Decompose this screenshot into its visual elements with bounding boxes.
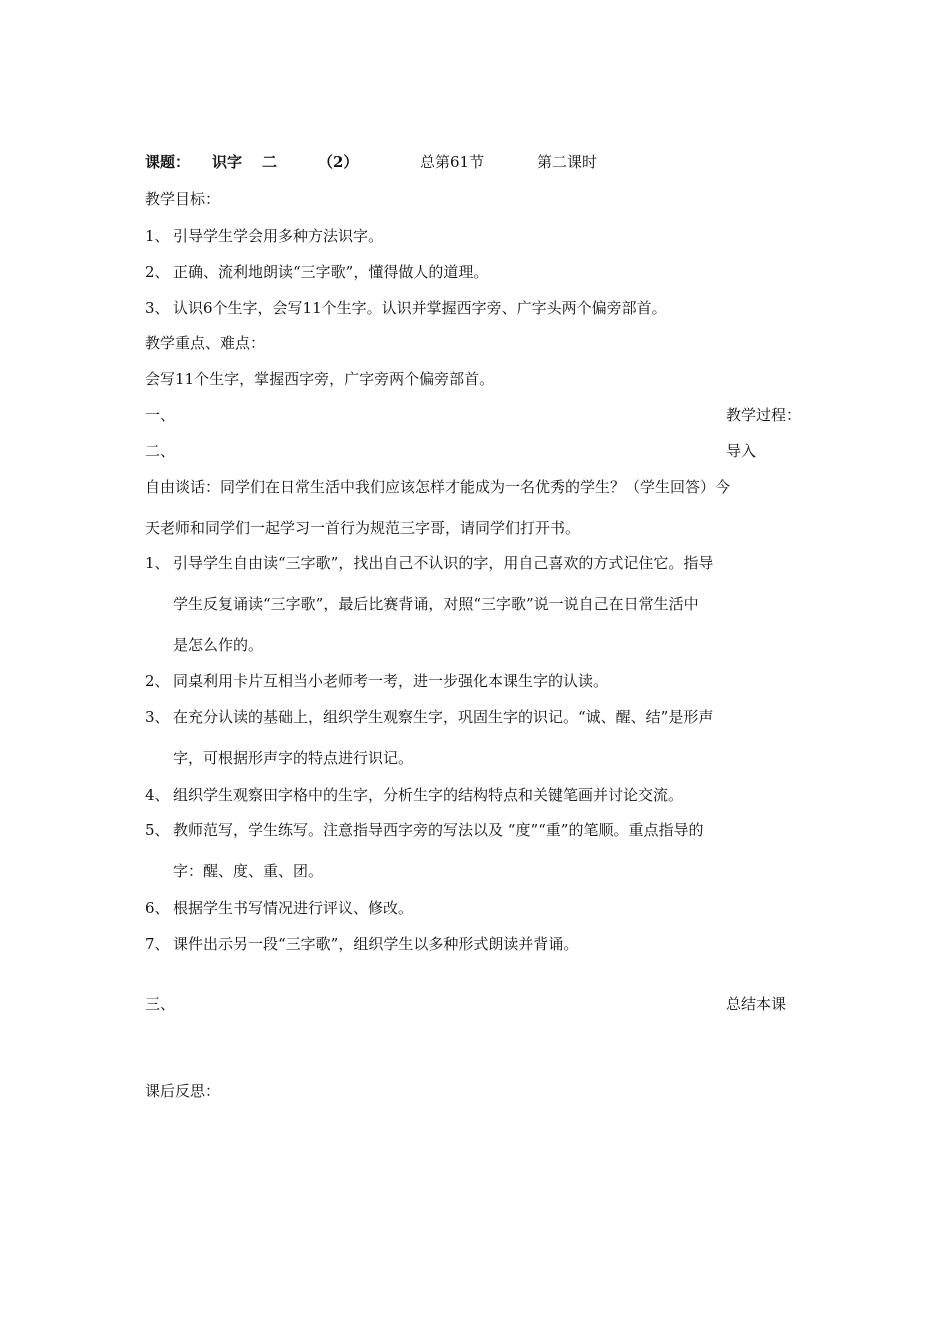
step-text: 引导学生自由读“三字歌”，找出自己不认识的字，用自己喜欢的方式记住它。指导	[173, 554, 714, 572]
section-three-title: 总结本课	[726, 995, 787, 1013]
header-period: 第二课时	[537, 153, 598, 171]
section-one-title: 教学过程：	[726, 406, 802, 424]
objective-number: 1、	[145, 227, 170, 245]
step-text: 在充分认读的基础上，组织学生观察生字，巩固生字的识记。“诚、醒、结”是形声	[173, 708, 714, 726]
section-one-number: 一、	[145, 406, 176, 424]
focus-text: 会写11个生字，掌握西字旁，广字旁两个偏旁部首。	[145, 370, 495, 388]
header-total-lesson: 总第61节	[420, 153, 485, 171]
objective-text: 引导学生学会用多种方法识字。	[173, 227, 384, 245]
step-number: 7、	[145, 935, 170, 953]
step-item	[145, 671, 608, 691]
step-item	[145, 820, 703, 840]
section-two-number: 二、	[145, 442, 176, 460]
step-number: 5、	[145, 821, 170, 839]
step-continuation: 字，可根据形声字的特点进行识记。	[173, 749, 414, 767]
focus-title: 教学重点、难点：	[145, 334, 266, 352]
objective-text: 正确、流利地朗读“三字歌”，懂得做人的道理。	[173, 263, 489, 281]
step-continuation: 是怎么作的。	[173, 636, 264, 654]
objectives-title: 教学目标：	[145, 190, 221, 208]
step-number: 1、	[145, 554, 170, 572]
objective-number: 3、	[145, 299, 170, 317]
reflection-title: 课后反思：	[145, 1082, 221, 1100]
step-text: 组织学生观察田字格中的生字，分析生字的结构特点和关键笔画并讨论交流。	[173, 786, 684, 804]
section-two-title: 导入	[726, 442, 757, 460]
objective-number: 2、	[145, 263, 170, 281]
objective-item	[145, 262, 488, 282]
objective-item	[145, 298, 667, 318]
step-continuation: 字：醒、度、重、团。	[173, 862, 324, 880]
section-three-number: 三、	[145, 995, 176, 1013]
step-number: 6、	[145, 899, 170, 917]
step-number: 3、	[145, 708, 170, 726]
header-label: 课题：	[145, 153, 191, 171]
step-item	[145, 553, 713, 573]
header-unit: 二	[262, 153, 278, 171]
objective-text: 认识6个生字，会写11个生字。认识并掌握西字旁、广字头两个偏旁部首。	[173, 299, 667, 317]
step-number: 4、	[145, 786, 170, 804]
step-item	[145, 707, 713, 727]
step-number: 2、	[145, 672, 170, 690]
step-continuation: 学生反复诵读“三字歌”，最后比赛背诵，对照“三字歌”说一说自己在日常生活中	[173, 595, 699, 613]
intro-line-2: 天老师和同学们一起学习一首行为规范三字哥，请同学们打开书。	[145, 519, 581, 537]
lesson-header	[145, 152, 190, 172]
step-item	[145, 785, 683, 805]
header-part: （2）	[318, 153, 359, 171]
intro-line-1: 自由谈话：同学们在日常生活中我们应该怎样才能成为一名优秀的学生？（学生回答）今	[145, 478, 731, 496]
step-item	[145, 898, 413, 918]
header-subject: 识字	[212, 153, 243, 171]
step-text: 同桌利用卡片互相当小老师考一考，进一步强化本课生字的认读。	[173, 672, 609, 690]
step-text: 课件出示另一段“三字歌”，组织学生以多种形式朗读并背诵。	[173, 935, 579, 953]
objective-item	[145, 226, 383, 246]
step-item	[145, 934, 578, 954]
step-text: 根据学生书写情况进行评议、修改。	[173, 899, 414, 917]
step-text: 教师范写，学生练写。注意指导西字旁的写法以及 “度”“重”的笔顺。重点指导的	[173, 821, 704, 839]
